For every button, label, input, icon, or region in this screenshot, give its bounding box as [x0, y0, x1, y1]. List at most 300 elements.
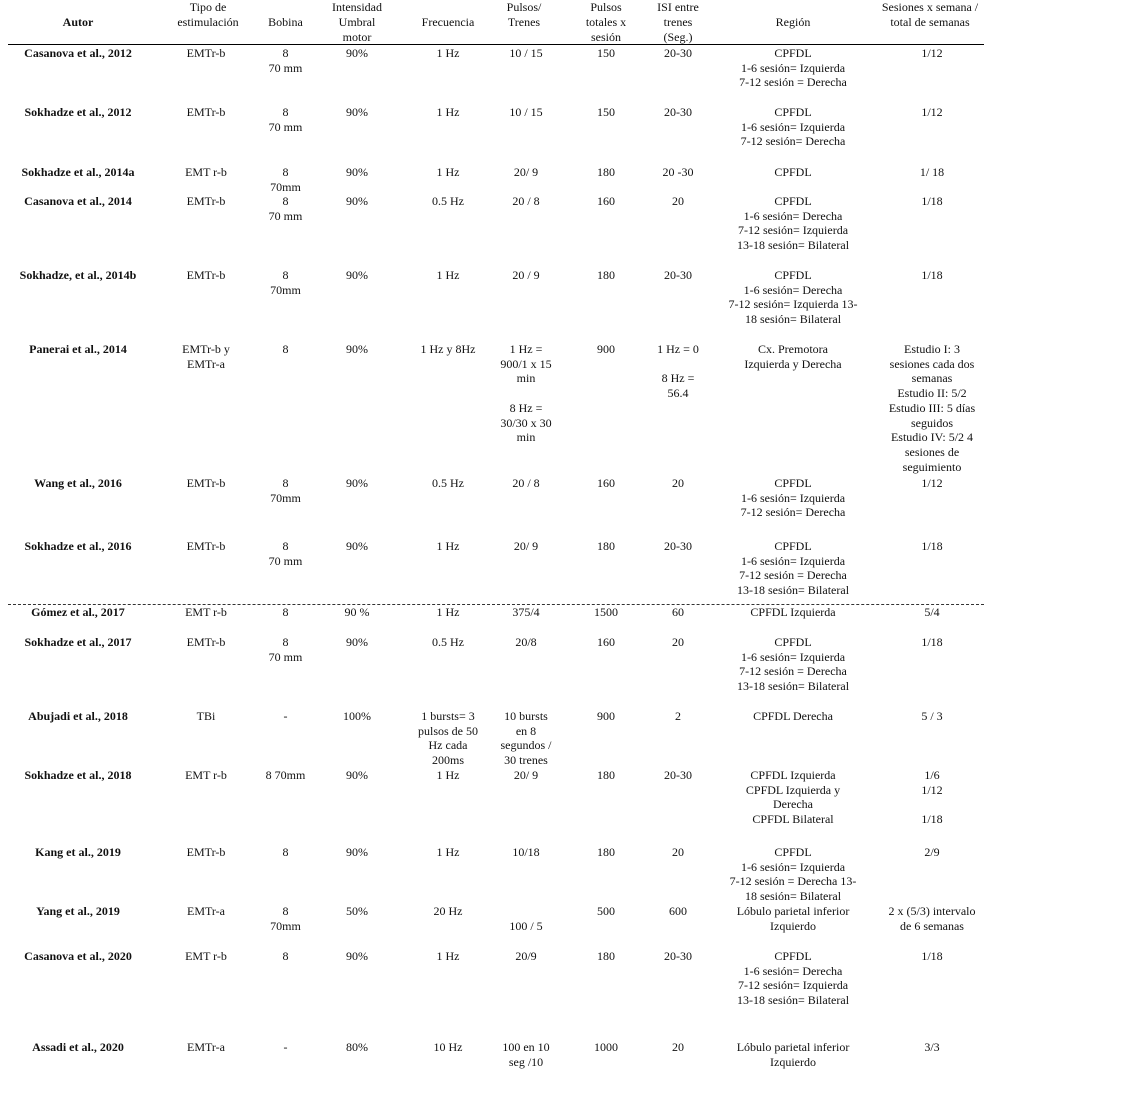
cell-line: 20 [672, 845, 684, 859]
cell-line: 1 Hz = 0 [657, 342, 699, 356]
cell-intensidad: 100% [343, 709, 371, 723]
cell-frecuencia [403, 949, 493, 964]
cell-line [490, 386, 562, 401]
cell-tipo [166, 1040, 246, 1055]
cell-line: 20/ 9 [513, 165, 539, 179]
cell-line: 375/4 [512, 605, 540, 619]
cell-line: 1-6 sesión= Derecha [743, 282, 843, 297]
cell-line [880, 797, 984, 812]
cell-line [490, 904, 562, 919]
cell-sesiones [880, 768, 984, 827]
cell-line: pulsos de 50 [418, 723, 478, 738]
cell-isi [648, 342, 708, 401]
cell-line: 1 Hz [436, 268, 460, 282]
cell-line: 8 [282, 605, 289, 619]
cell-pulsos-trenes [490, 949, 562, 964]
cell-pulsos-trenes [490, 165, 562, 180]
cell-line: seg /10 [508, 1054, 544, 1069]
cell-intensidad: 90% [346, 476, 368, 490]
cell-line: 1 Hz [436, 165, 460, 179]
cell-line: 1 bursts= 3 [421, 709, 475, 723]
cell-line: 18 sesión= Bilateral [744, 889, 842, 904]
cell-line: 2/9 [924, 845, 940, 859]
cell-line: 8 Hz = [661, 371, 695, 386]
cell-bobina [253, 342, 318, 357]
cell-line: 20/ 9 [513, 768, 539, 782]
cell-line: 600 [669, 904, 687, 918]
cell-line: CPFDL [774, 194, 812, 208]
cell-line: EMTr-a [187, 356, 225, 371]
cell-pulsos-trenes [490, 46, 562, 61]
cell-autor: Wang et al., 2016 [34, 476, 122, 490]
cell-line: 100 / 5 [509, 918, 543, 933]
cell-line: 1-6 sesión= Izquierda [740, 859, 846, 874]
cell-line: seguidos [911, 415, 953, 430]
cell-line: 10 bursts [504, 709, 548, 723]
cell-intensidad: 50% [346, 904, 368, 918]
cell-line: 20/9 [515, 949, 537, 963]
cell-line: 1 Hz [436, 768, 460, 782]
cell-line: 7-12 sesión= Izquierda [737, 978, 849, 993]
cell-tipo [166, 268, 246, 283]
cell-sesiones [880, 709, 984, 724]
cell-line: CPFDL [774, 165, 812, 179]
cell-line: 1/18 [921, 194, 943, 208]
cell-sesiones [880, 194, 984, 209]
cell-frecuencia [403, 709, 493, 768]
cell-sesiones [880, 605, 984, 620]
cell-pulsos-totales: 150 [597, 105, 615, 119]
cell-intensidad: 90 % [344, 605, 370, 619]
cell-isi [648, 635, 708, 650]
cell-line: 8 Hz = [509, 400, 543, 415]
cell-pulsos-trenes [490, 605, 562, 620]
cell-line: 1 Hz [436, 105, 460, 119]
cell-pulsos-trenes [490, 845, 562, 860]
cell-line: 70mm [270, 179, 301, 194]
cell-line: CPFDL [774, 268, 812, 282]
header-region: Región [775, 15, 811, 29]
cell-line: 8 [282, 105, 289, 119]
cell-autor: Sokhadze et al., 2017 [24, 635, 132, 649]
cell-bobina [253, 768, 318, 783]
cell-isi [648, 268, 708, 283]
cell-line: Derecha [773, 797, 813, 812]
cell-line: 1-6 sesión= Izquierda [740, 649, 846, 664]
cell-line: 8 [282, 194, 289, 208]
cell-line: CPFDL [774, 105, 812, 119]
cell-line: 56.4 [667, 386, 689, 401]
cell-line: 8 [282, 342, 289, 356]
cell-line: 100 en 10 [502, 1040, 550, 1054]
cell-pulsos-totales: 180 [597, 268, 615, 282]
cell-sesiones [880, 342, 984, 474]
cell-line: 200ms [431, 753, 464, 768]
cell-line: 20-30 [664, 539, 692, 553]
cell-tipo [166, 845, 246, 860]
cell-pulsos-totales: 180 [597, 949, 615, 963]
cell-sesiones [880, 165, 984, 180]
cell-line: 30/30 x 30 [500, 415, 552, 430]
cell-line: EMTr-b [186, 539, 226, 553]
cell-line: 7-12 sesión= Izquierda [737, 223, 849, 238]
cell-bobina [253, 194, 318, 223]
cell-sesiones [880, 845, 984, 860]
cell-line: 20-30 [664, 46, 692, 60]
cell-bobina [253, 268, 318, 297]
cell-line: 8 [282, 539, 289, 553]
dashed-separator [8, 604, 984, 605]
cell-pulsos-trenes [490, 539, 562, 554]
cell-autor: Sokhadze et al., 2018 [24, 768, 132, 782]
cell-line: 8 [282, 949, 289, 963]
cell-bobina [253, 605, 318, 620]
cell-isi [648, 476, 708, 491]
cell-line: 5 / 3 [921, 709, 943, 723]
cell-line: 2 x (5/3) intervalo [888, 904, 976, 918]
cell-autor: Yang et al., 2019 [36, 904, 120, 918]
cell-region [708, 949, 878, 1008]
cell-line: EMT r-b [185, 949, 227, 963]
cell-frecuencia [403, 476, 493, 491]
cell-line: 30 trenes [504, 753, 548, 768]
cell-line: - [283, 709, 288, 723]
cell-sesiones [880, 539, 984, 554]
cell-pulsos-totales: 180 [597, 768, 615, 782]
cell-line: 8 [282, 904, 289, 918]
cell-line: 10 / 15 [509, 46, 543, 60]
cell-line: EMT r-b [185, 605, 227, 619]
cell-line: 70mm [270, 490, 301, 505]
cell-intensidad: 80% [346, 1040, 368, 1054]
cell-line: 5/4 [924, 605, 940, 619]
cell-line: 1/ 18 [919, 165, 945, 179]
cell-tipo [166, 605, 246, 620]
cell-region [708, 165, 878, 180]
cell-region [708, 105, 878, 149]
cell-autor: Sokhadze et al., 2012 [24, 105, 132, 119]
cell-sesiones [880, 46, 984, 61]
cell-line: de 6 semanas [900, 918, 964, 933]
cell-region [708, 904, 878, 933]
cell-frecuencia [403, 194, 493, 209]
cell-sesiones [880, 476, 984, 491]
cell-frecuencia [403, 904, 493, 919]
header-autor: Autor [62, 15, 94, 29]
cell-pulsos-totales: 160 [597, 194, 615, 208]
cell-line: 7-12 sesión = Derecha [739, 568, 847, 583]
cell-line: EMTr-a [187, 1040, 225, 1054]
cell-pulsos-totales: 150 [597, 46, 615, 60]
cell-line: CPFDL Izquierda [750, 605, 836, 619]
cell-tipo [166, 709, 246, 724]
cell-isi [648, 46, 708, 61]
cell-intensidad: 90% [346, 845, 368, 859]
cell-line: 1 Hz [436, 539, 460, 553]
cell-intensidad: 90% [346, 635, 368, 649]
cell-pulsos-trenes [490, 709, 562, 768]
cell-line: EMTr-b [186, 635, 226, 649]
cell-bobina [253, 904, 318, 933]
cell-autor: Sokhadze et al., 2014a [21, 165, 135, 179]
cell-intensidad: 90% [346, 268, 368, 282]
cell-line: 13-18 sesión= Bilateral [736, 993, 850, 1008]
cell-line: semanas [911, 371, 953, 386]
cell-tipo [166, 904, 246, 919]
cell-frecuencia [403, 605, 493, 620]
cell-sesiones [880, 635, 984, 650]
cell-line: 1-6 sesión= Izquierda [740, 553, 846, 568]
cell-intensidad: 90% [346, 949, 368, 963]
cell-line: sesiones de [904, 444, 960, 459]
cell-line: CPFDL [774, 949, 812, 963]
cell-frecuencia [403, 342, 493, 357]
cell-line: 8 [282, 165, 289, 179]
cell-line: EMTr-a [187, 904, 225, 918]
cell-line: 70 mm [268, 60, 303, 75]
cell-line: CPFDL [774, 635, 812, 649]
cell-line [648, 357, 708, 372]
cell-line: 7-12 sesión = Derecha [739, 664, 847, 679]
cell-line: 8 [282, 476, 289, 490]
cell-line: seguimiento [902, 459, 962, 474]
cell-tipo [166, 46, 246, 61]
cell-tipo [166, 476, 246, 491]
cell-region [708, 605, 878, 620]
cell-sesiones [880, 1040, 984, 1055]
cell-line: 900/1 x 15 [500, 356, 552, 371]
cell-region [708, 709, 878, 724]
cell-line: 1-6 sesión= Izquierda [740, 119, 846, 134]
cell-isi [648, 709, 708, 724]
header-isi: ISI entre trenes (Seg.) [657, 0, 699, 44]
cell-line: 70mm [270, 282, 301, 297]
cell-autor: Panerai et al., 2014 [29, 342, 127, 356]
cell-sesiones [880, 268, 984, 283]
cell-bobina [253, 1040, 318, 1055]
cell-line: 1/12 [921, 105, 943, 119]
cell-line: CPFDL [774, 46, 812, 60]
cell-line: en 8 [515, 723, 537, 738]
cell-pulsos-totales: 1000 [594, 1040, 618, 1054]
cell-isi [648, 194, 708, 209]
cell-line: EMTr-b [186, 105, 226, 119]
cell-line: Estudio IV: 5/2 4 [890, 430, 974, 445]
cell-line: 13-18 sesión= Bilateral [736, 583, 850, 598]
cell-pulsos-totales: 1500 [594, 605, 618, 619]
cell-line: 8 [282, 635, 289, 649]
cell-tipo [166, 768, 246, 783]
cell-line: min [516, 371, 536, 386]
header-bobina: Bobina [268, 15, 303, 29]
cell-pulsos-totales: 900 [597, 709, 615, 723]
cell-line: EMTr-b [186, 46, 226, 60]
cell-line: EMTr-b [186, 194, 226, 208]
cell-line: CPFDL Izquierda y [745, 782, 841, 797]
cell-region [708, 768, 878, 827]
cell-line: 8 [282, 46, 289, 60]
cell-line: 70mm [270, 918, 301, 933]
cell-frecuencia [403, 46, 493, 61]
cell-line: 1 Hz [436, 46, 460, 60]
cell-line: 7-12 sesión= Derecha [740, 134, 846, 149]
cell-line: Estudio III: 5 días [888, 400, 976, 415]
cell-pulsos-trenes [490, 105, 562, 120]
cell-bobina [253, 709, 318, 724]
cell-line: 0.5 Hz [432, 635, 464, 649]
cell-line: Izquierdo [770, 1054, 816, 1069]
cell-line: 2 [675, 709, 681, 723]
cell-line: 1/12 [921, 782, 943, 797]
cell-line: 1/18 [921, 268, 943, 282]
cell-line: EMT r-b [185, 768, 227, 782]
cell-line: 1 Hz [436, 605, 460, 619]
cell-isi [648, 105, 708, 120]
cell-line: Lóbulo parietal inferior [736, 904, 850, 918]
cell-line: EMTr-b [186, 268, 226, 282]
cell-line: 1 Hz = [509, 342, 543, 356]
cell-region [708, 268, 878, 327]
cell-line: 1-6 sesión= Izquierda [740, 490, 846, 505]
cell-line: 20 [672, 1040, 684, 1054]
cell-line: 1/6 [924, 768, 940, 782]
cell-line: 18 sesión= Bilateral [744, 312, 842, 327]
cell-line: 7-12 sesión = Derecha [739, 75, 847, 90]
cell-bobina [253, 845, 318, 860]
cell-line: 20-30 [664, 768, 692, 782]
cell-pulsos-trenes [490, 476, 562, 491]
cell-line: 1/18 [921, 812, 943, 827]
header-pulsos-totales: Pulsos totales x sesión [585, 0, 627, 44]
cell-line: 1 Hz [436, 949, 460, 963]
cell-line: 10 Hz [433, 1040, 463, 1054]
cell-line: sesiones cada dos [889, 356, 975, 371]
cell-region [708, 476, 878, 520]
cell-autor: Abujadi et al., 2018 [28, 709, 128, 723]
cell-line: EMTr-b [186, 476, 226, 490]
cell-isi [648, 1040, 708, 1055]
cell-isi [648, 165, 708, 180]
cell-isi [648, 539, 708, 554]
cell-line: 20-30 [664, 105, 692, 119]
cell-line: CPFDL Izquierda [750, 768, 836, 782]
cell-line: 1-6 sesión= Izquierda [740, 60, 846, 75]
cell-frecuencia [403, 768, 493, 783]
cell-pulsos-trenes [490, 268, 562, 283]
cell-region [708, 194, 878, 253]
cell-line: CPFDL [774, 845, 812, 859]
cell-line: segundos / [500, 738, 552, 753]
cell-sesiones [880, 949, 984, 964]
cell-line: 1/12 [921, 46, 943, 60]
cell-pulsos-trenes [490, 768, 562, 783]
cell-pulsos-trenes [490, 194, 562, 209]
cell-line: 8 [282, 845, 289, 859]
cell-autor: Casanova et al., 2014 [24, 194, 132, 208]
cell-line: 20 / 9 [512, 268, 540, 282]
cell-line: 1/18 [921, 949, 943, 963]
cell-frecuencia [403, 845, 493, 860]
cell-region [708, 1040, 878, 1069]
cell-line: 0.5 Hz [432, 194, 464, 208]
cell-isi [648, 845, 708, 860]
cell-line: 20 -30 [662, 165, 694, 179]
cell-bobina [253, 105, 318, 134]
cell-line: 10 / 15 [509, 105, 543, 119]
cell-line: 0.5 Hz [432, 476, 464, 490]
cell-bobina [253, 476, 318, 505]
cell-line: 70 mm [268, 208, 303, 223]
cell-autor: Sokhadze, et al., 2014b [19, 268, 137, 282]
cell-line: EMTr-b y [182, 342, 230, 356]
cell-autor: Gómez et al., 2017 [31, 605, 125, 619]
cell-tipo [166, 635, 246, 650]
cell-line: 20 [672, 635, 684, 649]
cell-line: 7-12 sesión = Derecha 13- [729, 874, 857, 889]
cell-line: 20 Hz [433, 904, 463, 918]
cell-region [708, 845, 878, 904]
cell-line: 20-30 [664, 949, 692, 963]
cell-sesiones [880, 105, 984, 120]
cell-tipo [166, 105, 246, 120]
table-header [8, 0, 984, 45]
cell-bobina [253, 46, 318, 75]
cell-tipo [166, 165, 246, 180]
cell-intensidad: 90% [346, 194, 368, 208]
cell-line: 1-6 sesión= Derecha [743, 963, 843, 978]
cell-frecuencia [403, 1040, 493, 1055]
cell-line: Izquierdo [770, 918, 816, 933]
cell-frecuencia [403, 105, 493, 120]
cell-line: 8 [282, 268, 289, 282]
cell-pulsos-trenes [490, 904, 562, 933]
cell-intensidad: 90% [346, 105, 368, 119]
cell-line: Izquierda y Derecha [744, 356, 842, 371]
cell-line: Estudio II: 5/2 [897, 386, 967, 401]
cell-intensidad: 90% [346, 46, 368, 60]
cell-line: 7-12 sesión= Derecha [740, 505, 846, 520]
cell-line: 1 Hz [436, 845, 460, 859]
cell-isi [648, 768, 708, 783]
cell-tipo [166, 194, 246, 209]
cell-pulsos-totales: 160 [597, 476, 615, 490]
cell-intensidad: 90% [346, 342, 368, 356]
cell-intensidad: 90% [346, 768, 368, 782]
cell-line: 20/ 9 [513, 539, 539, 553]
cell-pulsos-totales: 160 [597, 635, 615, 649]
cell-line: Lóbulo parietal inferior [736, 1040, 850, 1054]
cell-frecuencia [403, 165, 493, 180]
header-tipo: Tipo de estimulación [177, 0, 239, 29]
cell-line: 20/8 [515, 635, 537, 649]
cell-line: 20 / 8 [512, 194, 540, 208]
cell-line: 7-12 sesión= Izquierda 13- [728, 297, 858, 312]
cell-region [708, 46, 878, 90]
cell-autor: Assadi et al., 2020 [32, 1040, 124, 1054]
cell-frecuencia [403, 539, 493, 554]
cell-isi [648, 605, 708, 620]
cell-pulsos-totales: 180 [597, 845, 615, 859]
cell-region [708, 635, 878, 694]
cell-pulsos-totales: 180 [597, 539, 615, 553]
cell-line: Estudio I: 3 [904, 342, 960, 356]
cell-frecuencia [403, 268, 493, 283]
cell-pulsos-trenes [490, 342, 562, 445]
cell-line: 1 Hz y 8Hz [420, 342, 476, 356]
cell-frecuencia [403, 635, 493, 650]
cell-line: 70 mm [268, 649, 303, 664]
cell-line: - [283, 1040, 288, 1054]
